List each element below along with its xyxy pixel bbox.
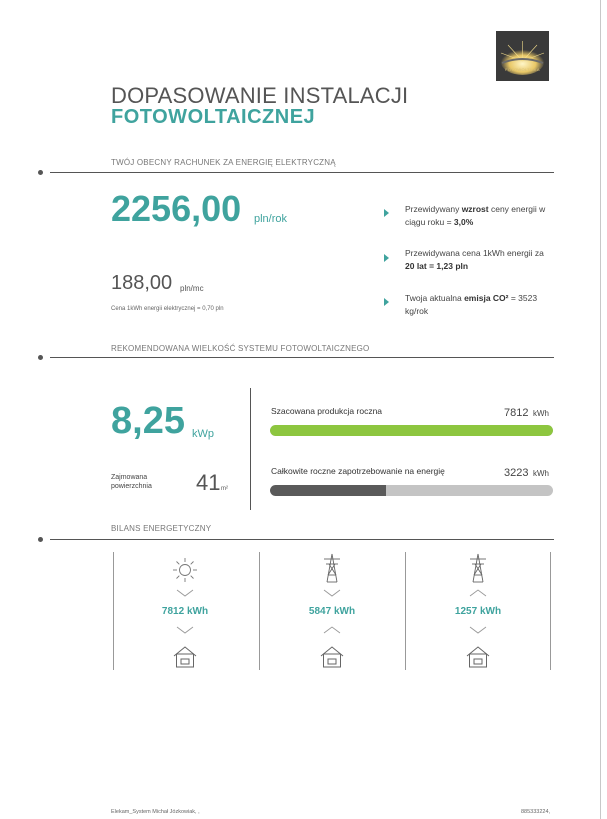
recommended-power-value: 8,25 — [111, 400, 185, 442]
balance-value-grid-import: 1257 kWh — [454, 606, 502, 617]
column-divider — [405, 552, 406, 670]
demand-readout — [504, 463, 549, 481]
production-readout — [504, 403, 549, 421]
production-unit: kWh — [532, 409, 549, 418]
power-pylon-icon — [468, 553, 488, 583]
area-value: 41 — [196, 470, 221, 495]
section-divider — [50, 539, 554, 540]
section-dot — [38, 537, 43, 542]
demand-label: Całkowite roczne zapotrzebowanie na energię — [271, 466, 445, 476]
bullet-price-20-years: Przewidywana cena 1kWh energii za 20 lat = 1,23 pln — [405, 248, 544, 271]
price-note: Cena 1kWh energii elektrycznej = 0,70 pln — [111, 306, 224, 312]
production-value: 7812 — [504, 407, 529, 419]
chevron-up-icon — [469, 589, 487, 597]
section-dot — [38, 170, 43, 175]
house-icon — [320, 646, 344, 668]
chevron-up-icon — [323, 626, 341, 634]
demand-value: 3223 — [504, 467, 529, 479]
balance-value-production: 7812 kWh — [161, 606, 209, 617]
bullet-arrow-icon — [384, 254, 389, 262]
demand-bar-fill — [270, 485, 386, 496]
yearly-bill-unit: pln/rok — [254, 213, 288, 225]
demand-bar — [270, 485, 553, 496]
page-title-line2: FOTOWOLTAICZNEJ — [111, 106, 316, 128]
power-pylon-icon — [322, 553, 342, 583]
footer-company: Elekam_System Michał Józkowiak, , — [111, 809, 200, 815]
house-icon — [173, 646, 197, 668]
demand-unit: kWh — [532, 469, 549, 478]
column-divider — [259, 552, 260, 670]
page-title-line1: DOPASOWANIE INSTALACJI — [111, 83, 409, 108]
column-divider — [550, 552, 551, 670]
area-label: Zajmowana powierzchnia — [111, 474, 152, 490]
production-label: Szacowana produkcja roczna — [271, 406, 383, 416]
footer-phone: 885333224, — [521, 809, 551, 815]
production-bar — [270, 425, 553, 436]
bullet-co2-emission: Twoja aktualna emisja CO² = 3523 kg/rok — [405, 293, 538, 316]
sun-logo-icon — [496, 31, 549, 81]
bullet-arrow-icon — [384, 298, 389, 306]
bullet-arrow-icon — [384, 209, 389, 217]
section-divider — [50, 357, 554, 358]
company-logo — [496, 31, 549, 81]
house-icon — [466, 646, 490, 668]
chevron-down-icon — [469, 626, 487, 634]
recommended-power-unit: kWp — [192, 428, 214, 440]
bullet-energy-growth: Przewidywany wzrost ceny energii w ciągu roku = 3,0% — [405, 204, 546, 227]
yearly-bill-value: 2256,00 — [111, 188, 242, 229]
section-label-balance: BILANS ENERGETYCZNY — [111, 524, 212, 533]
monthly-bill-value: 188,00 — [111, 272, 173, 294]
vertical-divider — [250, 388, 251, 510]
monthly-bill-unit: pln/mc — [180, 284, 204, 293]
chevron-down-icon — [176, 589, 194, 597]
page-edge — [600, 0, 601, 819]
section-dot — [38, 355, 43, 360]
sun-icon — [170, 557, 200, 583]
chevron-down-icon — [323, 589, 341, 597]
section-label-recommended: REKOMENDOWANA WIELKOŚĆ SYSTEMU FOTOWOLTAICZNEGO — [111, 344, 370, 353]
production-bar-fill — [270, 425, 553, 436]
chevron-down-icon — [176, 626, 194, 634]
column-divider — [113, 552, 114, 670]
section-label-current-bill: TWÓJ OBECNY RACHUNEK ZA ENERGIĘ ELEKTRYCZNĄ — [111, 158, 336, 167]
balance-value-grid-export: 5847 kWh — [308, 606, 356, 617]
logo-text: FOTOWOLTAIKA — [505, 67, 540, 72]
area-unit: m² — [221, 486, 228, 492]
section-divider — [50, 172, 554, 173]
